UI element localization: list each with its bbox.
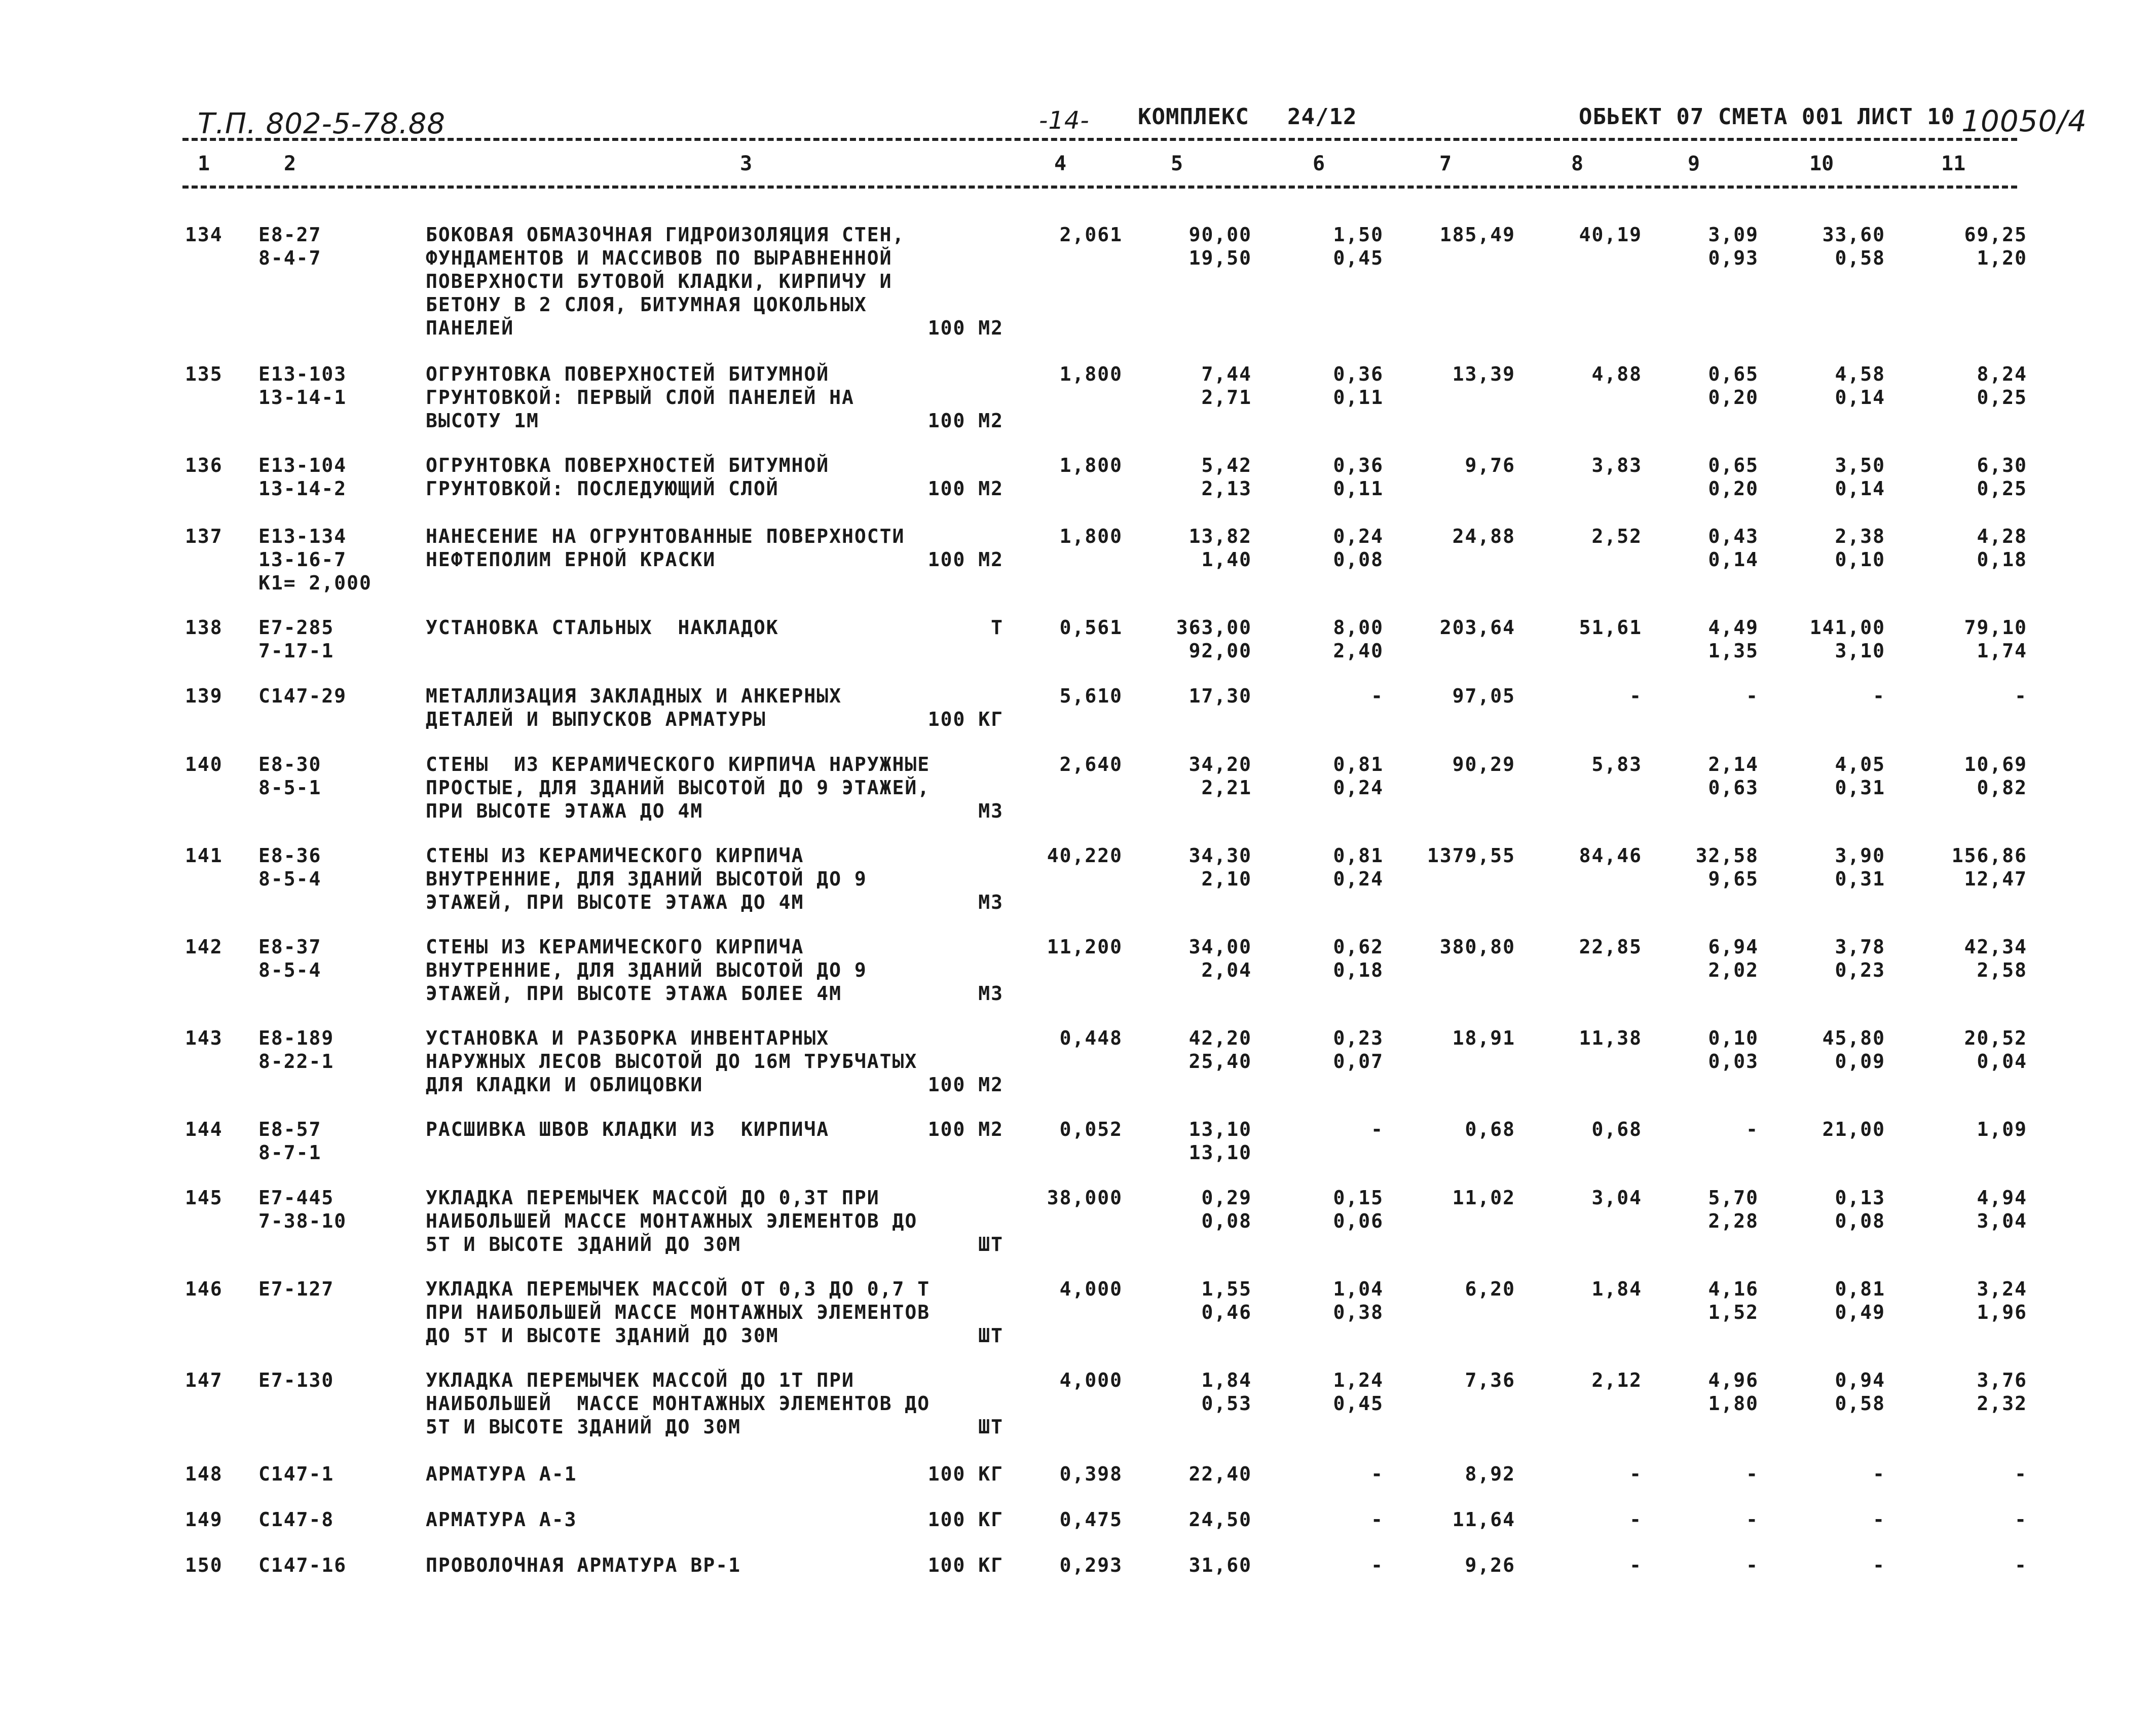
- machine-cost-total: 4,16 1,52: [1708, 1278, 1759, 1323]
- total-wages: 11,38: [1579, 1027, 1642, 1049]
- unit-machine-cost: 0,15 0,06: [1333, 1187, 1384, 1232]
- unit-machine-cost: -: [1371, 1554, 1384, 1576]
- total-wages: 2,12: [1591, 1369, 1642, 1391]
- labor-unit: -: [1873, 685, 1885, 707]
- row-number: 135: [185, 363, 223, 385]
- total-cost: 9,76: [1465, 454, 1515, 476]
- unit-cost: 90,00 19,50: [1188, 224, 1252, 269]
- total-wages: 4,88: [1591, 363, 1642, 385]
- unit-machine-cost: -: [1371, 1463, 1384, 1485]
- unit-cost: 7,44 2,71: [1201, 363, 1252, 409]
- work-description: СТЕНЫ ИЗ КЕРАМИЧЕСКОГО КИРПИЧА ВНУТРЕННИЕ, ДЛЯ ЗДАНИЙ ВЫСОТОЙ ДО 9 ЭТАЖЕЙ, ПРИ ВЫСОТЕ ЭТАЖА БОЛЕЕ 4М: [426, 936, 867, 1005]
- work-description: СТЕНЫ ИЗ КЕРАМИЧЕСКОГО КИРПИЧА НАРУЖНЫЕ ПРОСТЫЕ, ДЛЯ ЗДАНИЙ ВЫСОТОЙ ДО 9 ЭТАЖЕЙ, ПРИ ВЫСОТЕ ЭТАЖА ДО 4М: [426, 753, 931, 822]
- work-description: УКЛАДКА ПЕРЕМЫЧЕК МАССОЙ ОТ 0,3 ДО 0,7 Т ПРИ НАИБОЛЬШЕЙ МАССЕ МОНТАЖНЫХ ЭЛЕМЕНТОВ ДО 5Т И ВЫСОТЕ ЗДАНИЙ ДО 30М: [426, 1278, 931, 1347]
- column-number: 3: [740, 152, 753, 175]
- labor-total: 10,69 0,82: [1964, 753, 2027, 799]
- quantity: 11,200: [1047, 936, 1123, 958]
- labor-unit: -: [1873, 1463, 1885, 1485]
- machine-cost-total: 32,58 9,65: [1695, 844, 1759, 890]
- unit-machine-cost: 0,81 0,24: [1333, 844, 1384, 890]
- total-wages: -: [1629, 1508, 1642, 1531]
- labor-total: 3,24 1,96: [1977, 1278, 2027, 1323]
- total-cost: 18,91: [1452, 1027, 1515, 1049]
- unit-machine-cost: 0,24 0,08: [1333, 525, 1384, 571]
- machine-cost-total: 0,43 0,14: [1708, 525, 1759, 571]
- unit-cost: 24,50: [1188, 1508, 1252, 1531]
- unit-cost: 17,30: [1188, 685, 1252, 707]
- unit-cost: 31,60: [1188, 1554, 1252, 1576]
- work-description: УКЛАДКА ПЕРЕМЫЧЕК МАССОЙ ДО 1Т ПРИ НАИБОЛЬШЕЙ МАССЕ МОНТАЖНЫХ ЭЛЕМЕНТОВ ДО 5Т И ВЫСОТЕ ЗДАНИЙ ДО 30М: [426, 1369, 931, 1438]
- unit-cost: 5,42 2,13: [1201, 454, 1252, 500]
- total-cost: 7,36: [1465, 1369, 1515, 1391]
- unit-cost: 13,82 1,40: [1188, 525, 1252, 571]
- unit-of-measure: ШТ: [978, 1233, 1004, 1255]
- unit-machine-cost: -: [1371, 1508, 1384, 1531]
- unit-of-measure: 100 КГ: [927, 1463, 1004, 1485]
- quantity: 4,000: [1059, 1369, 1123, 1391]
- machine-cost-total: 0,65 0,20: [1708, 454, 1759, 500]
- unit-machine-cost: 0,23 0,07: [1333, 1027, 1384, 1073]
- quantity: 1,800: [1059, 363, 1123, 385]
- unit-machine-cost: 1,04 0,38: [1333, 1278, 1384, 1323]
- quantity: 5,610: [1059, 685, 1123, 707]
- rate-code: Е8-57 8-7-1: [258, 1118, 322, 1164]
- row-number: 146: [185, 1278, 223, 1300]
- total-cost: 9,26: [1465, 1554, 1515, 1576]
- work-description: ОГРУНТОВКА ПОВЕРХНОСТЕЙ БИТУМНОЙ ГРУНТОВКОЙ: ПЕРВЫЙ СЛОЙ ПАНЕЛЕЙ НА ВЫСОТУ 1М: [426, 363, 854, 432]
- quantity: 0,398: [1059, 1463, 1123, 1485]
- labor-total: 3,76 2,32: [1977, 1369, 2027, 1415]
- unit-of-measure: ШТ: [978, 1416, 1004, 1438]
- total-wages: 5,83: [1591, 753, 1642, 775]
- rate-code: Е7-130: [258, 1369, 335, 1391]
- total-wages: 2,52: [1591, 525, 1642, 547]
- work-description: БОКОВАЯ ОБМАЗОЧНАЯ ГИДРОИЗОЛЯЦИЯ СТЕН, ФУНДАМЕНТОВ И МАССИВОВ ПО ВЫРАВНЕННОЙ ПОВЕРХНОСТИ БУТОВОЙ КЛАДКИ, КИРПИЧУ И БЕТОНУ В 2 СЛОЯ, БИТУМНАЯ ЦОКОЛЬНЫХ ПАНЕЛЕЙ: [426, 224, 905, 339]
- labor-unit: 3,90 0,31: [1835, 844, 1885, 890]
- labor-unit: 4,05 0,31: [1835, 753, 1885, 799]
- total-cost: 6,20: [1465, 1278, 1515, 1300]
- labor-unit: -: [1873, 1554, 1885, 1576]
- machine-cost-total: -: [1746, 1118, 1759, 1140]
- unit-cost: 22,40: [1188, 1463, 1252, 1485]
- total-cost: 90,29: [1452, 753, 1515, 775]
- unit-of-measure: Т: [991, 616, 1004, 639]
- work-description: СТЕНЫ ИЗ КЕРАМИЧЕСКОГО КИРПИЧА ВНУТРЕННИЕ, ДЛЯ ЗДАНИЙ ВЫСОТОЙ ДО 9 ЭТАЖЕЙ, ПРИ ВЫСОТЕ ЭТАЖА ДО 4М: [426, 844, 867, 913]
- document-code: Т.П. 802-5-78.88: [198, 107, 445, 140]
- work-description: УКЛАДКА ПЕРЕМЫЧЕК МАССОЙ ДО 0,3Т ПРИ НАИБОЛЬШЕЙ МАССЕ МОНТАЖНЫХ ЭЛЕМЕНТОВ ДО 5Т И ВЫСОТЕ ЗДАНИЙ ДО 30М: [426, 1187, 918, 1255]
- machine-cost-total: 3,09 0,93: [1708, 224, 1759, 269]
- column-number: 1: [198, 152, 210, 175]
- labor-unit: 2,38 0,10: [1835, 525, 1885, 571]
- unit-machine-cost: 8,00 2,40: [1333, 616, 1384, 662]
- machine-cost-total: 0,10 0,03: [1708, 1027, 1759, 1073]
- row-number: 138: [185, 616, 223, 639]
- labor-total: -: [2015, 1554, 2027, 1576]
- row-number: 145: [185, 1187, 223, 1209]
- complex-number: 24/12: [1287, 104, 1357, 130]
- row-number: 136: [185, 454, 223, 476]
- rate-code: С147-29: [258, 685, 347, 707]
- total-wages: 84,46: [1579, 844, 1642, 867]
- labor-unit: -: [1873, 1508, 1885, 1531]
- unit-of-measure: 100 М2: [927, 1074, 1004, 1096]
- unit-of-measure: М3: [978, 891, 1004, 913]
- machine-cost-total: 2,14 0,63: [1708, 753, 1759, 799]
- column-number: 11: [1941, 152, 1966, 175]
- unit-cost: 1,84 0,53: [1201, 1369, 1252, 1415]
- rate-code: Е13-103 13-14-1: [258, 363, 347, 409]
- rate-code: С147-8: [258, 1508, 335, 1531]
- machine-cost-total: -: [1746, 1554, 1759, 1576]
- work-description: ПРОВОЛОЧНАЯ АРМАТУРА ВР-1: [426, 1554, 741, 1576]
- rate-code: Е8-37 8-5-4: [258, 936, 322, 981]
- page-number: -14-: [1039, 106, 1090, 135]
- quantity: 0,448: [1059, 1027, 1123, 1049]
- total-wages: -: [1629, 1554, 1642, 1576]
- row-number: 150: [185, 1554, 223, 1576]
- machine-cost-total: 4,96 1,80: [1708, 1369, 1759, 1415]
- unit-cost: 363,00 92,00: [1176, 616, 1252, 662]
- labor-unit: 141,00 3,10: [1809, 616, 1885, 662]
- unit-machine-cost: 0,62 0,18: [1333, 936, 1384, 981]
- labor-total: 1,09: [1977, 1118, 2027, 1140]
- unit-cost: 13,10 13,10: [1188, 1118, 1252, 1164]
- work-description: РАСШИВКА ШВОВ КЛАДКИ ИЗ КИРПИЧА: [426, 1118, 830, 1140]
- labor-unit: 3,50 0,14: [1835, 454, 1885, 500]
- total-cost: 185,49: [1439, 224, 1515, 246]
- unit-of-measure: 100 КГ: [927, 1508, 1004, 1531]
- row-number: 137: [185, 525, 223, 547]
- rate-code: С147-16: [258, 1554, 347, 1576]
- unit-machine-cost: 1,50 0,45: [1333, 224, 1384, 269]
- total-cost: 97,05: [1452, 685, 1515, 707]
- labor-total: 4,94 3,04: [1977, 1187, 2027, 1232]
- row-number: 141: [185, 844, 223, 867]
- quantity: 4,000: [1059, 1278, 1123, 1300]
- unit-of-measure: М3: [978, 800, 1004, 822]
- row-number: 149: [185, 1508, 223, 1531]
- work-description: АРМАТУРА А-3: [426, 1508, 577, 1531]
- labor-unit: 33,60 0,58: [1822, 224, 1885, 269]
- total-cost: 13,39: [1452, 363, 1515, 385]
- column-number-row: [0, 152, 2155, 182]
- work-description: АРМАТУРА А-1: [426, 1463, 577, 1485]
- labor-total: 79,10 1,74: [1964, 616, 2027, 662]
- total-wages: 0,68: [1591, 1118, 1642, 1140]
- labor-total: 156,86 12,47: [1951, 844, 2027, 890]
- work-description: УСТАНОВКА И РАЗБОРКА ИНВЕНТАРНЫХ НАРУЖНЫХ ЛЕСОВ ВЫСОТОЙ ДО 16М ТРУБЧАТЫХ ДЛЯ КЛАДКИ И ОБЛИЦОВКИ: [426, 1027, 918, 1096]
- labor-unit: 3,78 0,23: [1835, 936, 1885, 981]
- object-info: ОБЬЕКТ 07 СМЕТА 001 ЛИСТ 10: [1579, 104, 1955, 130]
- quantity: 1,800: [1059, 525, 1123, 547]
- complex-label: КОМПЛЕКС: [1138, 104, 1249, 130]
- unit-of-measure: 100 М2: [927, 477, 1004, 500]
- labor-total: 4,28 0,18: [1977, 525, 2027, 571]
- quantity: 0,475: [1059, 1508, 1123, 1531]
- quantity: 40,220: [1047, 844, 1123, 867]
- unit-cost: 34,20 2,21: [1188, 753, 1252, 799]
- total-cost: 8,92: [1465, 1463, 1515, 1485]
- labor-unit: 45,80 0,09: [1822, 1027, 1885, 1073]
- total-wages: 22,85: [1579, 936, 1642, 958]
- column-number: 8: [1571, 152, 1584, 175]
- row-number: 139: [185, 685, 223, 707]
- unit-machine-cost: 0,36 0,11: [1333, 363, 1384, 409]
- machine-cost-total: 4,49 1,35: [1708, 616, 1759, 662]
- unit-machine-cost: 1,24 0,45: [1333, 1369, 1384, 1415]
- total-wages: 51,61: [1579, 616, 1642, 639]
- total-cost: 380,80: [1439, 936, 1515, 958]
- labor-total: -: [2015, 1463, 2027, 1485]
- total-cost: 0,68: [1465, 1118, 1515, 1140]
- machine-cost-total: 5,70 2,28: [1708, 1187, 1759, 1232]
- machine-cost-total: -: [1746, 1463, 1759, 1485]
- rate-code: Е8-189 8-22-1: [258, 1027, 335, 1073]
- unit-machine-cost: -: [1371, 1118, 1384, 1140]
- labor-unit: 0,13 0,08: [1835, 1187, 1885, 1232]
- unit-cost: 1,55 0,46: [1201, 1278, 1252, 1323]
- total-wages: 3,83: [1591, 454, 1642, 476]
- column-number: 5: [1171, 152, 1183, 175]
- sheet-code: 10050/4: [1961, 104, 2087, 138]
- unit-of-measure: 100 М2: [927, 410, 1004, 432]
- unit-of-measure: ШТ: [978, 1324, 1004, 1347]
- total-cost: 24,88: [1452, 525, 1515, 547]
- column-number: 7: [1439, 152, 1452, 175]
- unit-of-measure: 100 М2: [927, 317, 1004, 339]
- total-wages: 40,19: [1579, 224, 1642, 246]
- row-number: 142: [185, 936, 223, 958]
- row-number: 134: [185, 224, 223, 246]
- quantity: 1,800: [1059, 454, 1123, 476]
- unit-cost: 42,20 25,40: [1188, 1027, 1252, 1073]
- work-description: УСТАНОВКА СТАЛЬНЫХ НАКЛАДОК: [426, 616, 779, 639]
- quantity: 2,640: [1059, 753, 1123, 775]
- row-number: 144: [185, 1118, 223, 1140]
- unit-of-measure: 100 КГ: [927, 1554, 1004, 1576]
- total-wages: -: [1629, 1463, 1642, 1485]
- total-wages: 1,84: [1591, 1278, 1642, 1300]
- unit-machine-cost: 0,36 0,11: [1333, 454, 1384, 500]
- column-number: 2: [284, 152, 296, 175]
- unit-of-measure: 100 М2: [927, 1118, 1004, 1140]
- labor-total: -: [2015, 1508, 2027, 1531]
- total-cost: 203,64: [1439, 616, 1515, 639]
- row-number: 140: [185, 753, 223, 775]
- labor-unit: 21,00: [1822, 1118, 1885, 1140]
- column-divider: [182, 186, 2017, 189]
- work-description: ОГРУНТОВКА ПОВЕРХНОСТЕЙ БИТУМНОЙ ГРУНТОВКОЙ: ПОСЛЕДУЮЩИЙ СЛОЙ: [426, 454, 830, 500]
- rate-code: Е8-30 8-5-1: [258, 753, 322, 799]
- rate-code: С147-1: [258, 1463, 335, 1485]
- total-wages: 3,04: [1591, 1187, 1642, 1209]
- machine-cost-total: -: [1746, 1508, 1759, 1531]
- labor-unit: 4,58 0,14: [1835, 363, 1885, 409]
- work-description: НАНЕСЕНИЕ НА ОГРУНТОВАННЫЕ ПОВЕРХНОСТИ НЕФТЕПОЛИМ ЕРНОЙ КРАСКИ: [426, 525, 905, 571]
- machine-cost-total: 6,94 2,02: [1708, 936, 1759, 981]
- work-description: МЕТАЛЛИЗАЦИЯ ЗАКЛАДНЫХ И АНКЕРНЫХ ДЕТАЛЕЙ И ВЫПУСКОВ АРМАТУРЫ: [426, 685, 842, 730]
- unit-machine-cost: -: [1371, 685, 1384, 707]
- quantity: 38,000: [1047, 1187, 1123, 1209]
- unit-of-measure: М3: [978, 982, 1004, 1005]
- rate-code: Е13-134 13-16-7 К1= 2,000: [258, 525, 372, 594]
- rate-code: Е8-27 8-4-7: [258, 224, 322, 269]
- rate-code: Е8-36 8-5-4: [258, 844, 322, 890]
- labor-unit: 0,94 0,58: [1835, 1369, 1885, 1415]
- rate-code: Е7-127: [258, 1278, 335, 1300]
- unit-cost: 34,00 2,04: [1188, 936, 1252, 981]
- total-cost: 11,64: [1452, 1508, 1515, 1531]
- labor-total: 8,24 0,25: [1977, 363, 2027, 409]
- unit-cost: 34,30 2,10: [1188, 844, 1252, 890]
- rate-code: Е7-285 7-17-1: [258, 616, 335, 662]
- column-number: 4: [1054, 152, 1067, 175]
- quantity: 0,052: [1059, 1118, 1123, 1140]
- quantity: 0,293: [1059, 1554, 1123, 1576]
- column-number: 9: [1688, 152, 1700, 175]
- labor-total: 20,52 0,04: [1964, 1027, 2027, 1073]
- unit-machine-cost: 0,81 0,24: [1333, 753, 1384, 799]
- row-number: 147: [185, 1369, 223, 1391]
- unit-of-measure: 100 М2: [927, 548, 1004, 571]
- total-cost: 1379,55: [1427, 844, 1515, 867]
- rate-code: Е7-445 7-38-10: [258, 1187, 347, 1232]
- total-wages: -: [1629, 685, 1642, 707]
- labor-unit: 0,81 0,49: [1835, 1278, 1885, 1323]
- machine-cost-total: -: [1746, 685, 1759, 707]
- header-divider: [182, 138, 2017, 141]
- column-number: 10: [1809, 152, 1834, 175]
- labor-total: 6,30 0,25: [1977, 454, 2027, 500]
- column-number: 6: [1313, 152, 1325, 175]
- rate-code: Е13-104 13-14-2: [258, 454, 347, 500]
- row-number: 148: [185, 1463, 223, 1485]
- machine-cost-total: 0,65 0,20: [1708, 363, 1759, 409]
- unit-of-measure: 100 КГ: [927, 708, 1004, 730]
- quantity: 0,561: [1059, 616, 1123, 639]
- total-cost: 11,02: [1452, 1187, 1515, 1209]
- row-number: 143: [185, 1027, 223, 1049]
- labor-total: -: [2015, 685, 2027, 707]
- quantity: 2,061: [1059, 224, 1123, 246]
- labor-total: 69,25 1,20: [1964, 224, 2027, 269]
- unit-cost: 0,29 0,08: [1201, 1187, 1252, 1232]
- labor-total: 42,34 2,58: [1964, 936, 2027, 981]
